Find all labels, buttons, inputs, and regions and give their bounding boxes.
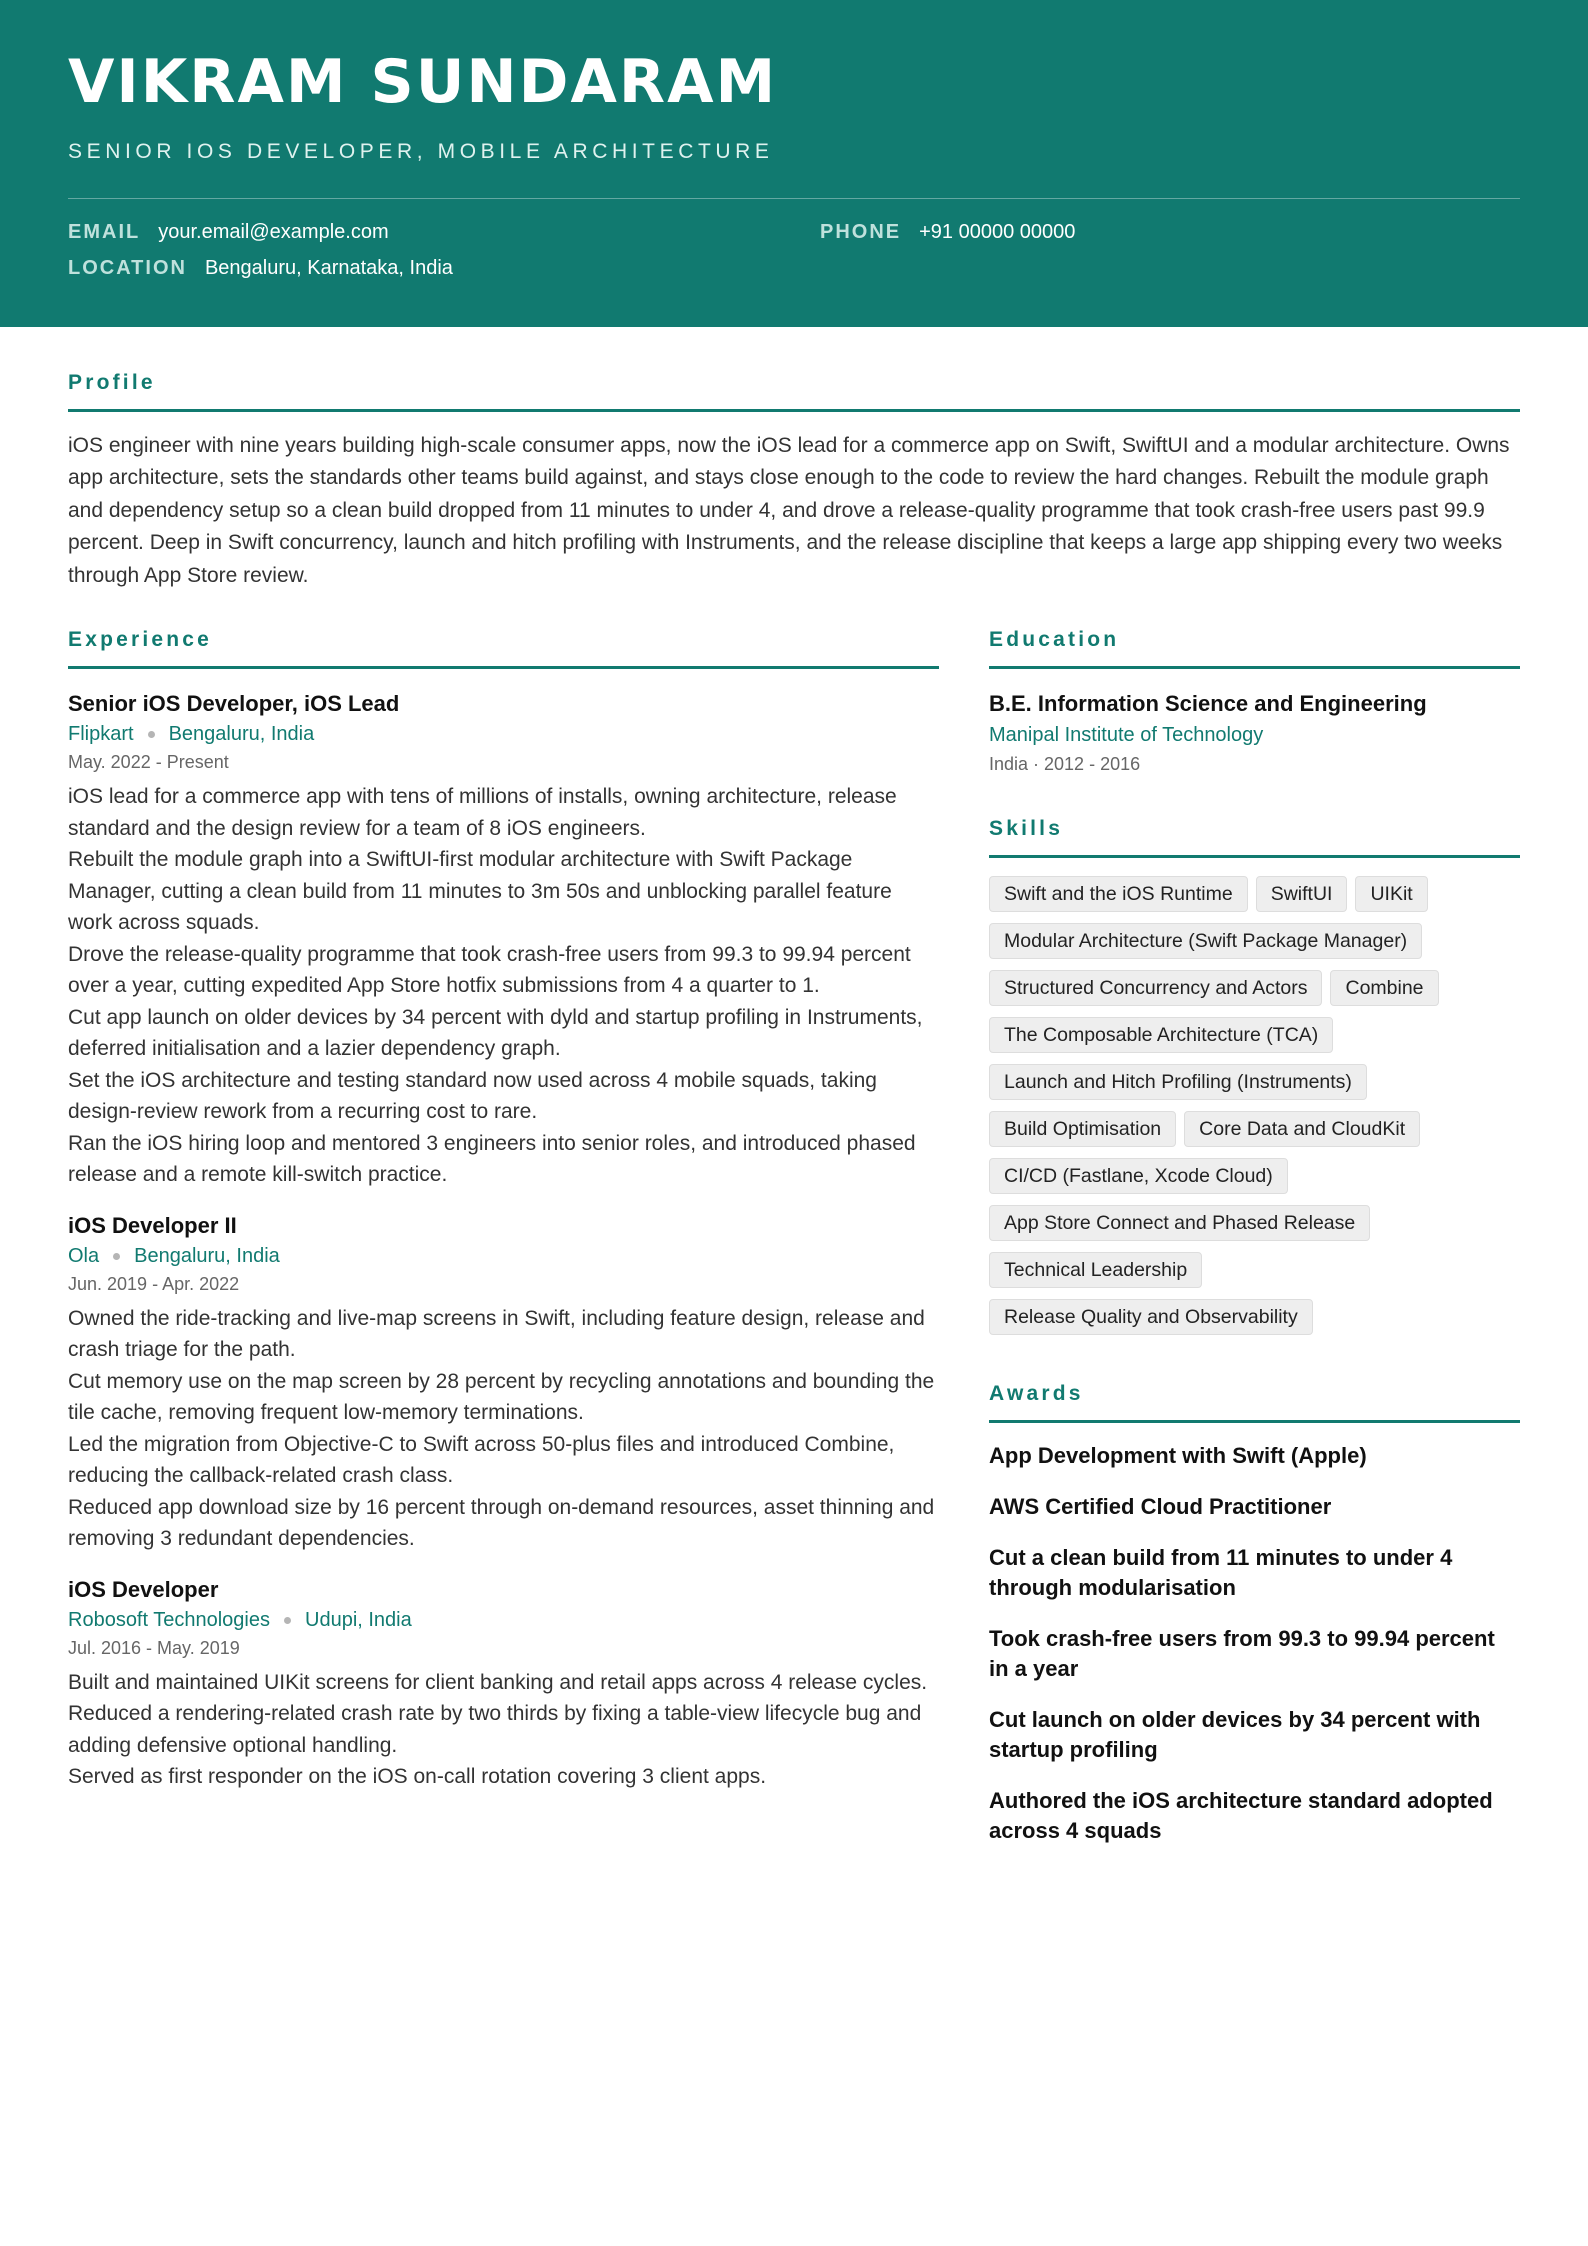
- job-entry: [68, 1575, 939, 1793]
- experience-section: [68, 628, 939, 1793]
- skill-chip: App Store Connect and Phased Release: [989, 1205, 1370, 1241]
- education-degree: B.E. Information Science and Engineering: [989, 691, 1427, 717]
- skill-chip: Structured Concurrency and Actors: [989, 970, 1322, 1006]
- email-label: EMAIL: [68, 221, 141, 243]
- section-heading-awards: Awards: [989, 1382, 1520, 1423]
- skill-chip: SwiftUI: [1256, 876, 1348, 912]
- job-meta: [68, 1605, 939, 1635]
- section-heading-experience: Experience: [68, 628, 939, 669]
- header-divider: [68, 198, 1520, 199]
- skill-chip: Launch and Hitch Profiling (Instruments): [989, 1064, 1367, 1100]
- skill-chip: Modular Architecture (Swift Package Manager): [989, 923, 1422, 959]
- skill-chip: UIKit: [1355, 876, 1427, 912]
- awards-list: [989, 1441, 1520, 1846]
- education-section: [989, 628, 1520, 777]
- job-bullet: iOS lead for a commerce app with tens of millions of installs, owning architecture, release standard and the design review for a team of 8 iOS engineers.: [68, 785, 897, 840]
- job-dates: May. 2022 - Present: [68, 752, 229, 773]
- resume-header: [0, 0, 1588, 327]
- skill-chip: The Composable Architecture (TCA): [989, 1017, 1333, 1053]
- skill-chip: Build Optimisation: [989, 1111, 1176, 1147]
- separator-dot-icon: [148, 731, 155, 738]
- job-bullet: Cut app launch on older devices by 34 percent with dyld and startup profiling in Instruments, deferred initialisation and a lazier dependency graph.: [68, 1005, 923, 1061]
- resume-body: [0, 327, 1588, 1867]
- award-item: App Development with Swift (Apple): [989, 1443, 1367, 1469]
- candidate-title: SENIOR IOS DEVELOPER, MOBILE ARCHITECTURE: [68, 140, 774, 163]
- phone-value[interactable]: +91 00000 00000: [919, 221, 1076, 243]
- job-bullet: Reduced a rendering-related crash rate by two thirds by fixing a table-view lifecycle bug and adding defensive optional handling.: [68, 1702, 922, 1757]
- profile-summary: iOS engineer with nine years building high-scale consumer apps, now the iOS lead for a commerce app on Swift, SwiftUI and a modular architecture. Owns app architecture, sets the standards other teams build against, and stays close enough to the code to review the hard changes. Rebuilt the module graph and dependency setup so a clean build dropped from 11 minutes to under 4, and drove a release-quality programme that took crash-free users past 99.9 percent. Deep in Swift concurrency, launch and hitch profiling with Instruments, and the release discipline that keeps a large app shipping every two weeks through App Store review.: [68, 434, 1510, 587]
- skill-chip: Combine: [1330, 970, 1438, 1006]
- right-column: [989, 628, 1520, 1867]
- candidate-name: VIKRAM SUNDARAM: [68, 47, 778, 117]
- contact-phone: [820, 221, 1075, 244]
- award-item: AWS Certified Cloud Practitioner: [989, 1494, 1332, 1520]
- job-entry: [68, 1211, 939, 1555]
- location-value: Bengaluru, Karnataka, India: [204, 257, 453, 279]
- skills-list: [989, 876, 1520, 1346]
- separator-dot-icon: [284, 1617, 291, 1624]
- award-item: Cut a clean build from 11 minutes to under 4 through modularisation: [989, 1545, 1453, 1601]
- job-meta: [68, 719, 939, 749]
- job-title: Senior iOS Developer, iOS Lead: [68, 691, 400, 717]
- section-heading-skills: Skills: [989, 817, 1520, 858]
- job-bullet: Drove the release-quality programme that took crash-free users from 99.3 to 99.94 percent over a year, cutting expedited App Store hotfix submissions from 4 a quarter to 1.: [68, 942, 911, 998]
- job-bullet: Served as first responder on the iOS on-call rotation covering 3 client apps.: [68, 1765, 767, 1789]
- location-label: LOCATION: [68, 257, 187, 279]
- job-bullet: Cut memory use on the map screen by 28 percent by recycling annotations and bounding the tile cache, removing frequent low-memory terminations.: [68, 1369, 935, 1425]
- separator-dot-icon: [113, 1253, 120, 1260]
- award-item: Authored the iOS architecture standard adopted across 4 squads: [989, 1788, 1493, 1844]
- education-school: Manipal Institute of Technology: [989, 724, 1264, 747]
- skill-chip: CI/CD (Fastlane, Xcode Cloud): [989, 1158, 1288, 1194]
- section-heading-education: Education: [989, 628, 1520, 669]
- skill-chip: Release Quality and Observability: [989, 1299, 1313, 1335]
- job-bullet: Rebuilt the module graph into a SwiftUI-first modular architecture with Swift Package Manager, cutting a clean build from 11 minutes to 3m 50s and unblocking parallel feature work across squads.: [68, 848, 892, 935]
- skill-chip: Core Data and CloudKit: [1184, 1111, 1420, 1147]
- job-company: Robosoft Technologies: [68, 1608, 270, 1631]
- job-bullet: Reduced app download size by 16 percent through on-demand resources, asset thinning and removing 3 redundant dependencies.: [68, 1495, 935, 1551]
- contact-info: [68, 221, 1520, 301]
- job-bullet: Led the migration from Objective-C to Swift across 50-plus files and introduced Combine, reducing the callback-related crash class.: [68, 1432, 895, 1488]
- skill-chip: Technical Leadership: [989, 1252, 1202, 1288]
- award-item: Cut launch on older devices by 34 percent with startup profiling: [989, 1707, 1481, 1763]
- left-column: [68, 628, 939, 1867]
- skills-section: [989, 817, 1520, 1346]
- job-title: iOS Developer II: [68, 1212, 237, 1238]
- job-bullet: Built and maintained UIKit screens for client banking and retail apps across 4 release cycles.: [68, 1670, 928, 1694]
- education-entry: [989, 689, 1520, 777]
- job-title: iOS Developer: [68, 1576, 219, 1602]
- job-bullet: Set the iOS architecture and testing standard now used across 4 mobile squads, taking design-review rework from a recurring cost to rare.: [68, 1068, 877, 1124]
- awards-section: [989, 1382, 1520, 1846]
- contact-email: [68, 221, 389, 244]
- contact-location: [68, 257, 453, 280]
- job-entry: [68, 689, 939, 1191]
- two-column-layout: [68, 628, 1520, 1867]
- phone-label: PHONE: [820, 221, 902, 243]
- job-company: Flipkart: [68, 723, 134, 746]
- job-location: Udupi, India: [305, 1608, 412, 1631]
- job-company: Ola: [68, 1244, 100, 1267]
- job-dates: Jun. 2019 - Apr. 2022: [68, 1273, 240, 1294]
- award-item: Took crash-free users from 99.3 to 99.94 percent in a year: [989, 1626, 1495, 1682]
- skill-chip: Swift and the iOS Runtime: [989, 876, 1248, 912]
- job-dates: Jul. 2016 - May. 2019: [68, 1637, 240, 1658]
- education-meta: India · 2012 - 2016: [989, 754, 1141, 775]
- job-location: Bengaluru, India: [134, 1244, 280, 1267]
- email-value[interactable]: your.email@example.com: [158, 221, 389, 243]
- job-bullet: Ran the iOS hiring loop and mentored 3 engineers into senior roles, and introduced phased release and a remote kill-switch practice.: [68, 1131, 916, 1187]
- profile-section: [68, 371, 1520, 592]
- job-meta: [68, 1241, 939, 1271]
- section-heading-profile: Profile: [68, 371, 1520, 412]
- job-bullet: Owned the ride-tracking and live-map screens in Swift, including feature design, release and crash triage for the path.: [68, 1306, 925, 1362]
- job-location: Bengaluru, India: [168, 723, 315, 746]
